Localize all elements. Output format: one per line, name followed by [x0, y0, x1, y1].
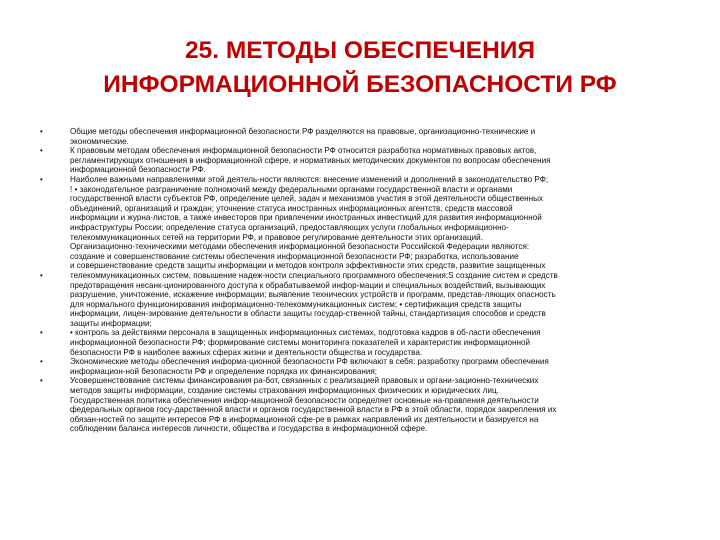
bullet-item-legal-methods [40, 146, 710, 175]
bullet-dot-icon: • [40, 328, 43, 338]
bullet-dot-icon: • [40, 376, 43, 386]
bullet-text: Общие методы обеспечения информационной безопасности РФ разделяются на правовые, организационно-технические и экономические. [70, 127, 536, 146]
bullet-dot-icon: • [40, 174, 43, 184]
bullet-text: Усовершенствование системы финансирования ра-бот, связанных с реализацией правовых и органи-зационно-технических методов защиты информации, создание системы страхования информационных физических и юридических лиц. Государственная политика обеспечения инфор-мационной безопасности определяет основные на-правления деятельности федеральных органов госу-дарственной власти и органов государственной власти в РФ в этой области, порядок закрепления их обязан-ностей по защите интересов РФ в информационной сфе-ре в рамках направлений их деятельности и базируется на соблюдении баланса интересов личности, общества и государства в информационной сфере. [70, 376, 557, 434]
slide-title-line-2: ИНФОРМАЦИОННОЙ БЕЗОПАСНОСТИ РФ [103, 71, 617, 98]
bullet-item-financing-system [40, 376, 710, 434]
bullet-text: • контроль за действиями персонала в защищенных информационных системах, подготовка кадров в об-ласти обеспечения информационной безопасности РФ; формирование системы мониторинга показателей и характеристик информационной безопасности РФ в наиболее важных сферах жизни и деятельности общества и государства. [70, 328, 541, 357]
bullet-dot-icon: • [40, 146, 43, 156]
slide-title-line-1: 25. МЕТОДЫ ОБЕСПЕЧЕНИЯ [184, 37, 536, 64]
slide-title [30, 34, 690, 102]
bullet-item-general-methods [40, 127, 710, 146]
bullet-item-economic-methods [40, 357, 710, 376]
bullet-item-telecom-systems [40, 271, 710, 329]
bullet-text: телекоммуникационных систем, повышение надеж-ности специального программного обеспечения;S создание систем и средств предотвращения несанк-ционированного доступа к обрабатываемой инфор-мации и специальных воздействий, вызывающих разрушение, уничтожение, искажение информации; выявление технических устройств и программ, представ-ляющих опасность для нормального функционирования информационно-телекоммуникационных систем; • сертификация средств защиты информации, лицен-зирование деятельности в области защиты государ-ственной тайны, стандартизация способов и средств защиты информации; [70, 270, 558, 328]
bullet-text: Наиболее важными направлениями этой деятель-ности являются: внесение изменений и дополнений в законодательство РФ; ! • законодательное разграничение полномочий между федеральными органами государственной власти и органами государственной власти субъектов РФ, определение целей, задач и механизмов участия в этой деятельности общественных объединений, организаций и граждан; уточнение статуса иностранных информационных агентств, средств массовой информации и журна-листов, а также инвесторов при привлечении иностранных инвестиций для развития информационной инфраструктуры России; определение статуса организаций, предоставляющих услуги глобальных информационно- телекоммуникационных сетей на территории РФ, и правовое регулирование деятельности этих организаций. Организационно-техническими методами обеспечения информационной безопасности Российской Федерации являются: создание и совершенствование системы обеспечения информационной безопасности РФ; разработка, использование и совершенствование средств защиты информации и методов контроля эффективности этих средств, развитие защищенных [70, 174, 549, 271]
bullet-dot-icon: • [40, 357, 43, 367]
bullet-dot-icon: • [40, 127, 43, 136]
bullet-item-key-directions [40, 175, 710, 271]
bullet-dot-icon: • [40, 270, 43, 280]
bullet-list [40, 127, 710, 434]
bullet-text: К правовым методам обеспечения информационной безопасности РФ относится разработка нормативных правовых актов, регламентирующих отношения в информационной сфере, и нормативных методических документов по вопросам обеспечения информационной безопасности РФ. [70, 146, 551, 175]
bullet-item-personnel-control [40, 328, 710, 357]
bullet-text: Экономические методы обеспечения информа-ционной безопасности РФ включают в себя: разработку программ обеспечения информацион-ной безопасности РФ и определение порядка их финансирования; [70, 357, 549, 376]
